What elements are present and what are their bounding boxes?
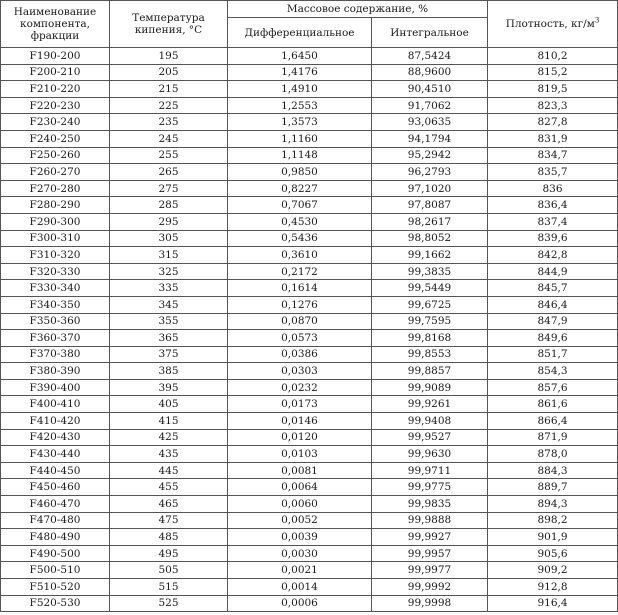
cell-name: F280-290: [1, 197, 110, 214]
cell-temperature: 325: [110, 263, 228, 280]
cell-name: F440-450: [1, 462, 110, 479]
cell-integral: 93,0635: [372, 114, 488, 131]
cell-differential: 1,3573: [228, 114, 372, 131]
cell-temperature: 295: [110, 213, 228, 230]
cell-name: F380-390: [1, 363, 110, 380]
cell-name: F240-250: [1, 130, 110, 147]
header-integral: Интегральное: [372, 18, 488, 48]
cell-differential: 0,0030: [228, 545, 372, 562]
cell-integral: 99,3835: [372, 263, 488, 280]
cell-integral: 99,5449: [372, 280, 488, 297]
cell-name: F200-210: [1, 64, 110, 81]
table-row: [1, 545, 618, 562]
cell-name: F460-470: [1, 496, 110, 513]
table-row: [1, 313, 618, 330]
cell-temperature: 465: [110, 496, 228, 513]
cell-integral: 99,8168: [372, 330, 488, 347]
table-row: [1, 330, 618, 347]
cell-integral: 99,8553: [372, 346, 488, 363]
cell-temperature: 495: [110, 545, 228, 562]
cell-integral: 98,8052: [372, 230, 488, 247]
cell-temperature: 275: [110, 180, 228, 197]
cell-differential: 1,1160: [228, 130, 372, 147]
cell-density: 866,4: [488, 413, 618, 430]
cell-temperature: 245: [110, 130, 228, 147]
cell-name: F290-300: [1, 213, 110, 230]
cell-name: F360-370: [1, 330, 110, 347]
table-row: [1, 130, 618, 147]
header-density-label: Плотность, кг/м: [505, 18, 595, 30]
header-mass-content: Массовое содержание, %: [228, 1, 488, 18]
cell-density: 884,3: [488, 462, 618, 479]
cell-differential: 0,0870: [228, 313, 372, 330]
cell-temperature: 205: [110, 64, 228, 81]
cell-density: 845,7: [488, 280, 618, 297]
cell-name: F220-230: [1, 97, 110, 114]
cell-name: F270-280: [1, 180, 110, 197]
table-row: [1, 197, 618, 214]
cell-integral: 99,9957: [372, 545, 488, 562]
cell-density: 905,6: [488, 545, 618, 562]
cell-integral: 99,9835: [372, 496, 488, 513]
cell-name: F430-440: [1, 446, 110, 463]
cell-density: 898,2: [488, 512, 618, 529]
cell-integral: 99,9775: [372, 479, 488, 496]
cell-integral: 99,9089: [372, 379, 488, 396]
table-row: [1, 263, 618, 280]
header-name: Наименование компонента, фракции: [1, 1, 110, 48]
cell-integral: 99,9998: [372, 595, 488, 612]
cell-density: 901,9: [488, 529, 618, 546]
cell-temperature: 385: [110, 363, 228, 380]
cell-density: 871,9: [488, 429, 618, 446]
cell-density: 889,7: [488, 479, 618, 496]
table-row: [1, 379, 618, 396]
cell-name: F450-460: [1, 479, 110, 496]
table-row: [1, 413, 618, 430]
cell-name: F400-410: [1, 396, 110, 413]
cell-differential: 0,1614: [228, 280, 372, 297]
cell-integral: 99,9527: [372, 429, 488, 446]
cell-density: 815,2: [488, 64, 618, 81]
cell-density: 823,3: [488, 97, 618, 114]
cell-differential: 0,0103: [228, 446, 372, 463]
cell-temperature: 375: [110, 346, 228, 363]
cell-temperature: 395: [110, 379, 228, 396]
cell-density: 810,2: [488, 48, 618, 65]
cell-name: F300-310: [1, 230, 110, 247]
cell-integral: 99,9261: [372, 396, 488, 413]
cell-temperature: 335: [110, 280, 228, 297]
cell-name: F190-200: [1, 48, 110, 65]
cell-density: 894,3: [488, 496, 618, 513]
cell-differential: 0,1276: [228, 296, 372, 313]
cell-differential: 1,2553: [228, 97, 372, 114]
cell-density: 835,7: [488, 164, 618, 181]
cell-temperature: 525: [110, 595, 228, 612]
cell-integral: 87,5424: [372, 48, 488, 65]
cell-differential: 0,0573: [228, 330, 372, 347]
table-row: [1, 462, 618, 479]
cell-temperature: 355: [110, 313, 228, 330]
cell-density: 837,4: [488, 213, 618, 230]
header-differential: Дифференциальное: [228, 18, 372, 48]
table-row: [1, 81, 618, 98]
cell-density: 909,2: [488, 562, 618, 579]
table-row: [1, 479, 618, 496]
cell-name: F490-500: [1, 545, 110, 562]
table-row: [1, 296, 618, 313]
cell-integral: 97,8087: [372, 197, 488, 214]
header-density: [488, 1, 618, 48]
cell-integral: 88,9600: [372, 64, 488, 81]
cell-temperature: 345: [110, 296, 228, 313]
cell-density: 878,0: [488, 446, 618, 463]
cell-temperature: 225: [110, 97, 228, 114]
table-row: [1, 529, 618, 546]
cell-temperature: 505: [110, 562, 228, 579]
cell-differential: 0,3610: [228, 247, 372, 264]
cell-name: F470-480: [1, 512, 110, 529]
cell-density: 912,8: [488, 579, 618, 596]
table-row: [1, 247, 618, 264]
cell-integral: 95,2942: [372, 147, 488, 164]
table-row: [1, 147, 618, 164]
cell-integral: 99,9408: [372, 413, 488, 430]
cell-temperature: 485: [110, 529, 228, 546]
cell-density: 836,4: [488, 197, 618, 214]
header-density-superscript: 3: [594, 16, 600, 25]
cell-differential: 0,0303: [228, 363, 372, 380]
cell-name: F260-270: [1, 164, 110, 181]
cell-temperature: 435: [110, 446, 228, 463]
cell-name: F330-340: [1, 280, 110, 297]
cell-temperature: 285: [110, 197, 228, 214]
cell-name: F350-360: [1, 313, 110, 330]
table-row: [1, 346, 618, 363]
cell-density: 851,7: [488, 346, 618, 363]
cell-density: 831,9: [488, 130, 618, 147]
cell-name: F420-430: [1, 429, 110, 446]
table-row: [1, 280, 618, 297]
cell-density: 842,8: [488, 247, 618, 264]
table-row: [1, 213, 618, 230]
cell-temperature: 515: [110, 579, 228, 596]
cell-temperature: 315: [110, 247, 228, 264]
cell-integral: 99,9992: [372, 579, 488, 596]
table-row: [1, 64, 618, 81]
table-row: [1, 579, 618, 596]
cell-integral: 99,6725: [372, 296, 488, 313]
cell-temperature: 445: [110, 462, 228, 479]
cell-name: F230-240: [1, 114, 110, 131]
cell-temperature: 195: [110, 48, 228, 65]
cell-differential: 0,0064: [228, 479, 372, 496]
cell-temperature: 455: [110, 479, 228, 496]
cell-density: 849,6: [488, 330, 618, 347]
table-row: [1, 97, 618, 114]
cell-name: F520-530: [1, 595, 110, 612]
cell-differential: 1,4910: [228, 81, 372, 98]
table-row: [1, 429, 618, 446]
cell-differential: 0,0052: [228, 512, 372, 529]
cell-temperature: 365: [110, 330, 228, 347]
cell-integral: 99,9711: [372, 462, 488, 479]
cell-density: 836: [488, 180, 618, 197]
cell-integral: 96,2793: [372, 164, 488, 181]
table-row: [1, 164, 618, 181]
cell-integral: 99,9630: [372, 446, 488, 463]
cell-temperature: 305: [110, 230, 228, 247]
cell-differential: 0,4530: [228, 213, 372, 230]
table-row: [1, 48, 618, 65]
cell-name: F370-380: [1, 346, 110, 363]
cell-differential: 0,2172: [228, 263, 372, 280]
table-row: [1, 512, 618, 529]
table-row: [1, 562, 618, 579]
table-row: [1, 446, 618, 463]
cell-temperature: 235: [110, 114, 228, 131]
table-body: [1, 48, 618, 612]
cell-temperature: 215: [110, 81, 228, 98]
cell-differential: 0,0060: [228, 496, 372, 513]
cell-differential: 1,1148: [228, 147, 372, 164]
cell-name: F500-510: [1, 562, 110, 579]
cell-name: F340-350: [1, 296, 110, 313]
cell-name: F410-420: [1, 413, 110, 430]
cell-density: 847,9: [488, 313, 618, 330]
cell-integral: 99,1662: [372, 247, 488, 264]
cell-integral: 99,9927: [372, 529, 488, 546]
cell-name: F210-220: [1, 81, 110, 98]
cell-temperature: 425: [110, 429, 228, 446]
cell-differential: 0,0006: [228, 595, 372, 612]
cell-differential: 0,7067: [228, 197, 372, 214]
cell-integral: 97,1020: [372, 180, 488, 197]
cell-temperature: 415: [110, 413, 228, 430]
cell-name: F250-260: [1, 147, 110, 164]
cell-integral: 99,8857: [372, 363, 488, 380]
header-temperature: Температура кипения, °С: [110, 1, 228, 48]
cell-name: F310-320: [1, 247, 110, 264]
cell-differential: 0,8227: [228, 180, 372, 197]
table-row: [1, 363, 618, 380]
cell-differential: 1,4176: [228, 64, 372, 81]
cell-temperature: 475: [110, 512, 228, 529]
cell-temperature: 255: [110, 147, 228, 164]
cell-name: F480-490: [1, 529, 110, 546]
cell-density: 861,6: [488, 396, 618, 413]
cell-differential: 0,0021: [228, 562, 372, 579]
cell-density: 916,4: [488, 595, 618, 612]
table-row: [1, 396, 618, 413]
table-row: [1, 595, 618, 612]
cell-differential: 0,0039: [228, 529, 372, 546]
table-row: [1, 180, 618, 197]
cell-temperature: 265: [110, 164, 228, 181]
cell-density: 854,3: [488, 363, 618, 380]
cell-integral: 91,7062: [372, 97, 488, 114]
cell-differential: 0,0081: [228, 462, 372, 479]
table-row: [1, 496, 618, 513]
cell-density: 846,4: [488, 296, 618, 313]
cell-name: F390-400: [1, 379, 110, 396]
cell-differential: 0,0146: [228, 413, 372, 430]
cell-name: F320-330: [1, 263, 110, 280]
cell-density: 834,7: [488, 147, 618, 164]
cell-integral: 94,1794: [372, 130, 488, 147]
cell-integral: 99,7595: [372, 313, 488, 330]
cell-density: 857,6: [488, 379, 618, 396]
cell-integral: 98,2617: [372, 213, 488, 230]
cell-differential: 0,0173: [228, 396, 372, 413]
cell-integral: 90,4510: [372, 81, 488, 98]
table-row: [1, 230, 618, 247]
cell-integral: 99,9977: [372, 562, 488, 579]
cell-density: 844,9: [488, 263, 618, 280]
cell-differential: 0,9850: [228, 164, 372, 181]
cell-density: 819,5: [488, 81, 618, 98]
cell-density: 839,6: [488, 230, 618, 247]
cell-differential: 1,6450: [228, 48, 372, 65]
cell-differential: 0,0014: [228, 579, 372, 596]
cell-differential: 0,0232: [228, 379, 372, 396]
cell-temperature: 405: [110, 396, 228, 413]
cell-differential: 0,5436: [228, 230, 372, 247]
cell-integral: 99,9888: [372, 512, 488, 529]
table-header: [1, 1, 618, 48]
table-row: [1, 114, 618, 131]
cell-differential: 0,0120: [228, 429, 372, 446]
cell-name: F510-520: [1, 579, 110, 596]
cell-differential: 0,0386: [228, 346, 372, 363]
cell-density: 827,8: [488, 114, 618, 131]
